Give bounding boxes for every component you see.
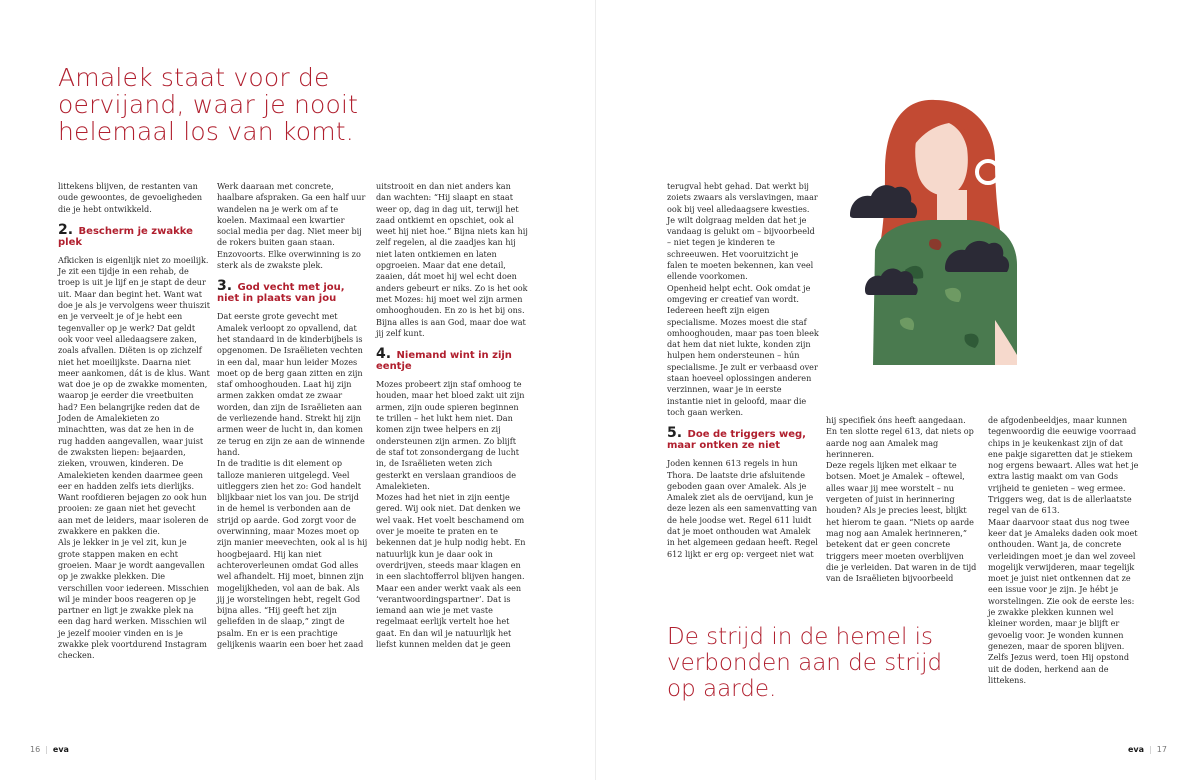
paragraph: hij specifiek óns heeft aangedaan. En ten slotte regel 613, dat niets op aarde nog aan Amalek mag herinneren.	[826, 415, 974, 459]
woman-illustration	[845, 90, 1035, 370]
column-3	[376, 181, 528, 650]
section-number: 2.	[58, 221, 74, 238]
section-title: Bescherm je zwakke plek	[58, 225, 193, 248]
page-number: 16	[30, 745, 41, 754]
paragraph: uitstrooit en dan niet anders kan dan wachten: “Hij slaapt en staat weer op, dag in dag uit, terwijl het zaad ontkiemt en opschiet, ook al weet hij niet hoe.” Bijna niets kan hij zelf regelen, al die zaadjes kan hij niet laten ontkiemen en laten opgroeien. Maar dat ene detail, zaaien, dát moet hij wel echt doen anders gebeurt er niks. Zo is het ook met Mozes: hij moet wel zijn armen omhooghouden. En zo is het bij ons. Bijna alles is aan God, maar doe wat jij zelf kunt.	[376, 181, 528, 338]
section-title: God vecht met jou, niet in plaats van jou	[217, 282, 345, 305]
column-5	[826, 415, 978, 584]
paragraph: de afgodenbeeldjes, maar kunnen tegenwoordig die eeuwige voorraad chips in je keukenkast zijn of dat ene pakje sigaretten dat je stiekem nog ergens bewaart. Alles wat het je extra lastig maakt om van Gods vrijheid te genieten – weg ermee. Triggers weg, dat is de allerlaatste regel van de 613.	[988, 415, 1139, 516]
paragraph: Joden kennen 613 regels in hun Thora. De laatste drie afsluitende geboden gaan over Amalek. Als je Amalek ziet als de oervijand, kun je deze lezen als een samenvatting van de hele joodse wet. Regel 611 luidt dat je moet onthouden wat Amalek in het algemeen gedaan heeft. Regel 612 lijkt er erg op: vergeet niet wat	[667, 458, 818, 559]
paragraph: Mozes had het niet in zijn eentje gered. Wij ook niet. Dat denken we wel vaak. Het voelt beschamend om over je moeite te praten en te bekennen dat je hulp nodig hebt. En natuurlijk kun je daar ook in overdrijven, steeds maar klagen en in een slachtofferrol blijven hangen. Maar een ander werkt vaak als een ‘verantwoordingspartner’. Dat is iemand aan wie je met vaste regelmaat eerlijk vertelt hoe het gaat. En dan wil je natuurlijk het liefst kunnen melden dat je geen	[376, 492, 526, 649]
paragraph: Mozes probeert zijn staf omhoog te houden, maar het bloed zakt uit zijn armen, zijn oude spieren beginnen te trillen – het lukt hem niet. Dan komen zijn twee helpers en zij ondersteunen zijn armen. Zo blijft de staf tot zonsondergang de lucht in, de Israëlieten weten zich gesterkt en verslaan grandioos de Amalekieten.	[376, 379, 525, 491]
column-4	[667, 181, 819, 560]
column-6	[988, 415, 1140, 686]
cloud-icon	[850, 185, 917, 218]
page-number: 17	[1156, 745, 1167, 754]
paragraph: Openheid helpt echt. Ook omdat je omgeving er creatief van wordt. Iedereen heeft zijn eigen specialisme. Mozes moest die staf omhooghouden, maar pas toen bleek dat hem dat niet lukte, konden zijn hulpen hem ondersteunen – hún specialisme. Je zult er verbaasd over staan hoeveel oplossingen anderen verzinnen, waar je in eerste instantie niet in geloofd, maar die toch gaan werken.	[667, 282, 819, 417]
paragraph: Dat eerste grote gevecht met Amalek verloopt zo opvallend, dat het standaard in de kinderbijbels is opgenomen. De Israëlieten vechten in een dal, maar hun leider Mozes moet op de berg gaan zitten en zijn staf omhooghouden. Laat hij zijn armen zakken omdat ze zwaar worden, dan zijn de Israëlieten aan de verliezende hand. Strekt hij zijn armen weer de lucht in, dan komen ze terug en zijn ze aan de winnende hand.	[217, 311, 365, 457]
magazine-name: eva	[52, 745, 69, 754]
paragraph: Deze regels lijken met elkaar te botsen. Moet je Amalek – oftewel, alles waar jij mee worstelt – nu vergeten of juist in herinnering houden? Als je precies leest, blijkt het hierom te gaan. “Niets op aarde mag nog aan Amalek herinneren,” betekent dat er geen concrete triggers meer moeten overblijven die je verleiden. Dat waren in de tijd van de Israëlieten bijvoorbeeld	[826, 460, 977, 584]
section-heading-4	[376, 346, 528, 373]
paragraph: terugval hebt gehad. Dat werkt bij zoiets zwaars als verslavingen, maar ook bij veel alledaagsere kwesties. Je wilt dolgraag melden dat het je vandaag is gelukt om – bijvoorbeeld – niet tegen je kinderen te schreeuwen. Het vooruitzicht je falen te moeten bekennen, kan veel ellende voorkomen.	[667, 181, 818, 282]
section-heading-2	[58, 221, 210, 248]
section-heading-3	[217, 278, 369, 305]
folio-right: eva | 17	[1128, 745, 1167, 754]
section-heading-5	[667, 425, 819, 452]
section-number: 5.	[667, 425, 683, 442]
column-2	[217, 181, 369, 650]
paragraph: In de traditie is dit element op talloze manieren uitgelegd. Veel uitleggers zien het zo: God handelt blijkbaar niet los van jou. De strijd in de hemel is verbonden aan de strijd op aarde. God zorgt voor de overwinning, maar Mozes moet op zijn manier meevechten, ook al is hij hoogbejaard. Hij kan niet achteroverleunen omdat God alles wel afhandelt. Hij moet, binnen zijn mogelijkheden, vol aan de bak. Als jij je worstelingen hebt, regelt God bijna alles. “Hij geeft het zijn geliefden in de slaap,” zingt de psalm. En er is een prachtige gelijkenis waarin een boer het zaad	[217, 458, 368, 649]
paragraph: littekens blijven, de restanten van oude gewoontes, de gevoeligheden die je hebt ontwikkeld.	[58, 181, 203, 214]
column-1	[58, 181, 210, 662]
paragraph: Als je lekker in je vel zit, kun je grote stappen maken en echt groeien. Maar je wordt aangevallen op je zwakke plekken. Die verschillen voor iedereen. Misschien wil je minder boos reageren op je partner en ligt je zwakke plek na een dag hard werken. Misschien wil je jezelf mooier vinden en is je zwakke plek voortdurend Instagram checken.	[58, 537, 209, 661]
section-number: 3.	[217, 278, 233, 295]
pull-quote-right: De strijd in de hemel is verbonden aan de strijd op aarde.	[667, 624, 943, 702]
paragraph: Werk daaraan met concrete, haalbare afspraken. Ga een half uur wandelen na je werk om af te koelen. Maximaal een kwartier social media per dag. Niet meer bij de rokers buiten gaan staan. Enzovoorts. Elke overwinning is zo sterk als de zwakste plek.	[217, 181, 366, 271]
section-number: 4.	[376, 346, 392, 363]
paragraph: Afkicken is eigenlijk niet zo moeilijk. Je zit een tijdje in een rehab, de troep is uit je lijf en je stapt de deur uit. Maar dan begint het. Want wat doe je als je vervolgens weer thuiszit en je verveelt je of je hebt een tegenvaller op je werk? Dat geldt ook voor veel alledaagsere zaken, zoals afvallen. Diëten is op zichzelf niet het moeilijkste. Daarna niet meer aankomen, dát is de klus. Want wat doe je op de zwakke momenten, waarop je eerder die vreetbuiten had? Een belangrijke reden dat de Joden de Amalekieten zo minachtten, was dat ze hen in de rug hadden aangevallen, waar juist de zwaksten liepen: bejaarden, zieken, vrouwen, kinderen. De Amalekieten kenden daarmee geen eer en hadden zelfs iets dierlijks. Want roofdieren bejagen zo ook hun prooien: ze gaan niet het gevecht aan met de leiders, maar isoleren de zwakkere en pakken die.	[58, 254, 210, 537]
page-gutter	[595, 0, 596, 780]
magazine-name: eva	[1128, 745, 1145, 754]
folio-left: 16 | eva	[30, 745, 69, 754]
section-title: Niemand wint in zijn eentje	[376, 350, 512, 373]
section-title: Doe de triggers weg, maar ontken ze niet	[667, 429, 806, 452]
pull-quote-left: Amalek staat voor de oervijand, waar je nooit helemaal los van komt.	[58, 63, 359, 146]
paragraph: Maar daarvoor staat dus nog twee keer dat je Amaleks daden ook moet onthouden. Want ja, de concrete verleidingen moet je dan wel zoveel mogelijk verwijderen, maar tegelijk moet je juist niet ontkennen dat ze een issue voor je zijn. Je hébt je worstelingen. Zie ook de eerste les: je zwakke plekken kunnen wel kleiner worden, maar je blijft er gevoelig voor. Je wonden kunnen genezen, maar de sporen blijven. Zelfs Jezus werd, toen Hij opstond uit de doden, herkend aan de littekens.	[988, 516, 1138, 685]
